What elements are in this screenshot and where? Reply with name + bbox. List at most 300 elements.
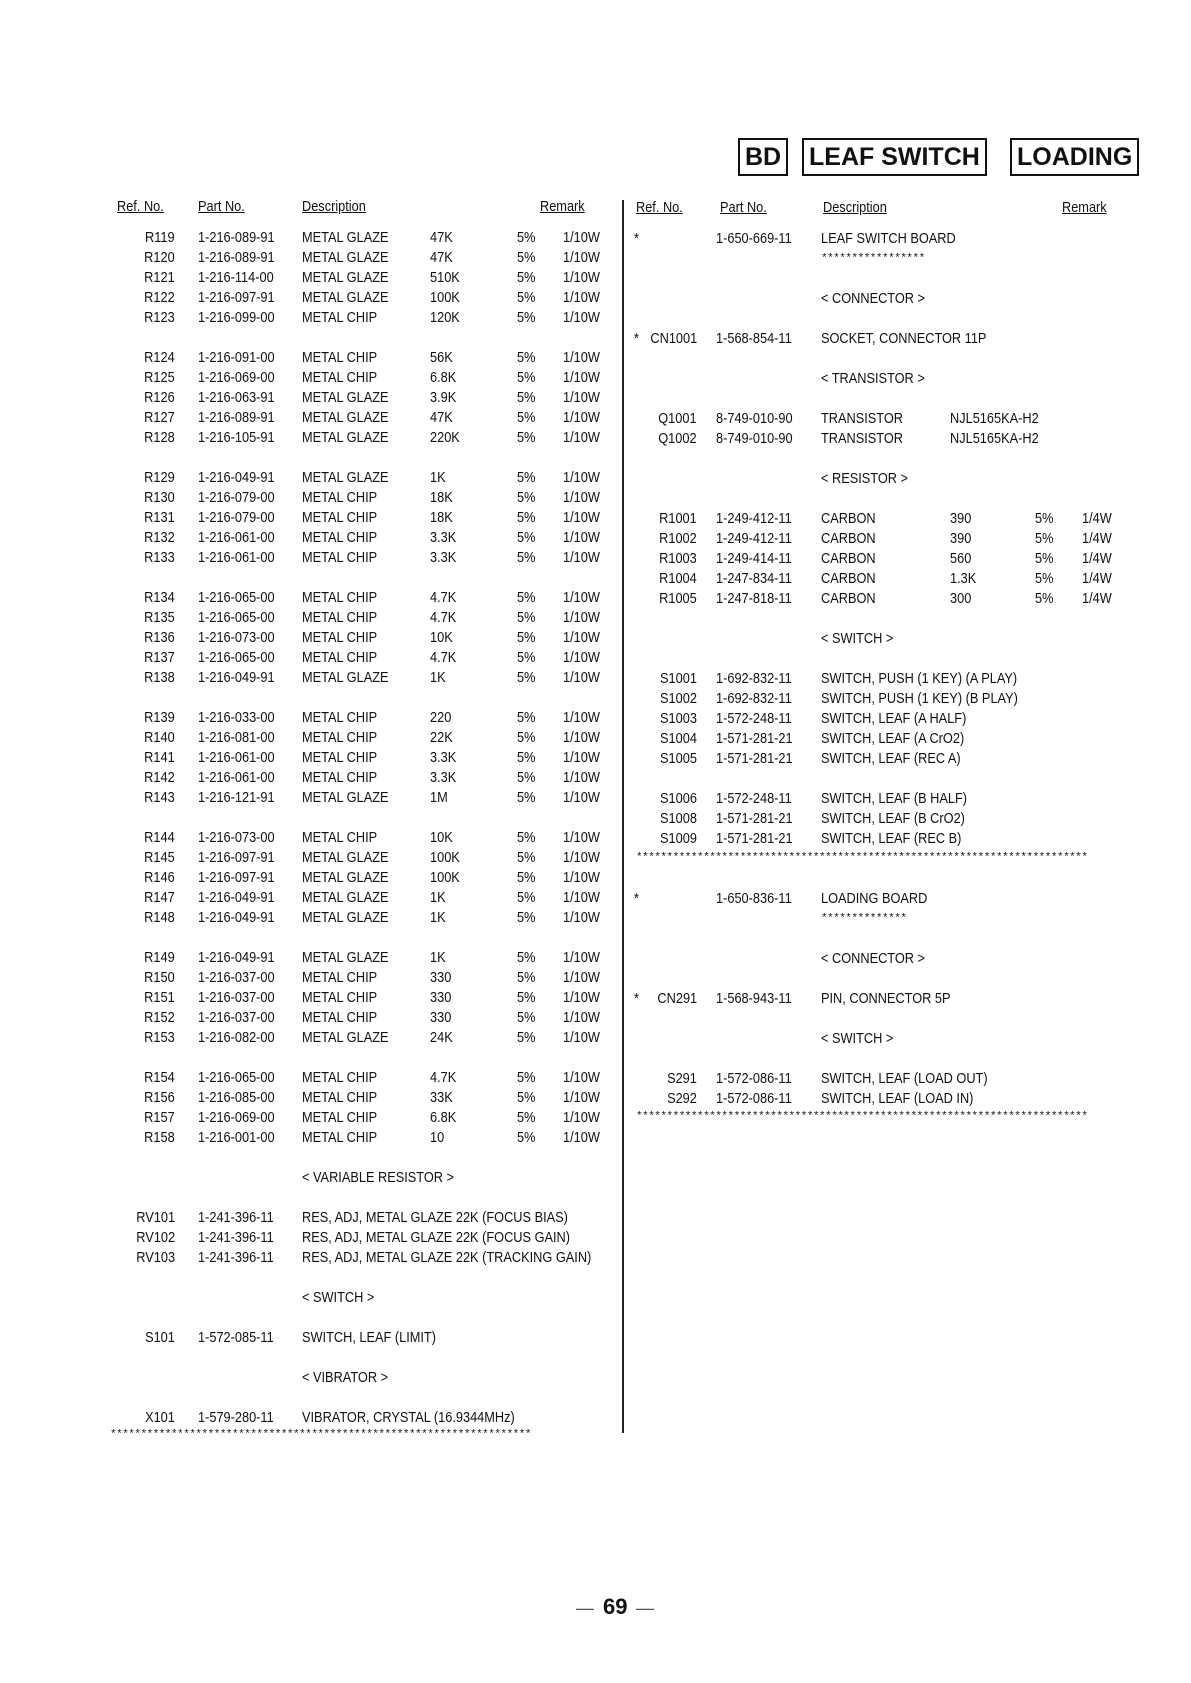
- right-cell-ref: R1004: [659, 571, 697, 587]
- left-cell-part: 1-216-033-00: [198, 710, 275, 726]
- left-cell-desc: METAL CHIP: [302, 490, 378, 506]
- left-cell-val: 100K: [430, 870, 460, 886]
- left-cell-desc: METAL CHIP: [302, 770, 378, 786]
- left-cell-desc: VIBRATOR, CRYSTAL (16.9344MHz): [302, 1410, 515, 1426]
- left-cell-desc: METAL CHIP: [302, 1070, 378, 1086]
- left-cell-watt: 1/10W: [563, 350, 600, 366]
- right-cell-desc: SWITCH, PUSH (1 KEY) (B PLAY): [821, 691, 1018, 707]
- right-cell-ref: CN291: [657, 991, 697, 1007]
- left-cell-watt: 1/10W: [563, 870, 600, 886]
- page-number-dash-left: —: [576, 1598, 594, 1618]
- left-cell-watt: 1/10W: [563, 1130, 600, 1146]
- right-cell-part: 1-692-832-11: [716, 691, 792, 707]
- right-cell-part: 1-247-818-11: [716, 591, 792, 607]
- right-cell-ref: S1001: [660, 671, 697, 687]
- col-header-description: Description: [302, 199, 366, 215]
- left-cell-watt: 1/10W: [563, 490, 600, 506]
- left-cell-part: 1-216-097-91: [198, 290, 275, 306]
- right-cell-ref: Q1001: [658, 411, 697, 427]
- left-cell-ref: R126: [144, 390, 175, 406]
- left-cell-val: 330: [430, 970, 452, 986]
- left-cell-desc: METAL CHIP: [302, 310, 378, 326]
- left-cell-val: 3.9K: [430, 390, 457, 406]
- right-cell-mark: *: [634, 891, 639, 907]
- left-cell-ref: S101: [145, 1330, 175, 1346]
- right-cell-part: 1-572-248-11: [716, 791, 792, 807]
- left-cell-tol: 5%: [517, 250, 536, 266]
- right-cell-part: 1-571-281-21: [716, 811, 793, 827]
- left-cell-tol: 5%: [517, 270, 536, 286]
- right-cell-ref: R1001: [659, 511, 697, 527]
- left-cell-val: 47K: [430, 250, 453, 266]
- left-cell-tol: 5%: [517, 1030, 536, 1046]
- right-cell-part: 8-749-010-90: [716, 411, 793, 427]
- left-cell-ref: R158: [144, 1130, 175, 1146]
- col-header-description-right: Description: [823, 200, 887, 216]
- left-cell-ref: R145: [144, 850, 175, 866]
- right-cell-part: 1-249-412-11: [716, 531, 792, 547]
- left-cell-part: 1-216-089-91: [198, 250, 275, 266]
- left-cell-ref: R142: [144, 770, 175, 786]
- left-cell-watt: 1/10W: [563, 410, 600, 426]
- left-cell-part: 1-216-089-91: [198, 230, 275, 246]
- right-cell-part: 1-650-836-11: [716, 891, 792, 907]
- left-cell-val: 1K: [430, 470, 446, 486]
- left-cell-watt: 1/10W: [563, 1030, 600, 1046]
- left-cell-part: 1-216-001-00: [198, 1130, 275, 1146]
- left-cell-desc: METAL CHIP: [302, 370, 378, 386]
- left-cell-ref: R151: [144, 990, 175, 1006]
- left-cell-desc: METAL GLAZE: [302, 390, 389, 406]
- right-cell-part: 1-572-248-11: [716, 711, 792, 727]
- right-cell-val: 560: [950, 551, 972, 567]
- separator-stars-left: *********************************************************************: [110, 1429, 531, 1441]
- right-cell-desc: CARBON: [821, 591, 876, 607]
- left-cell-desc: METAL CHIP: [302, 1010, 378, 1026]
- left-cell-desc: RES, ADJ, METAL GLAZE 22K (FOCUS GAIN): [302, 1230, 571, 1246]
- left-cell-desc: METAL GLAZE: [302, 230, 389, 246]
- left-cell-tol: 5%: [517, 510, 536, 526]
- header-box-bd: BD: [738, 138, 788, 176]
- left-cell-val: 24K: [430, 1030, 453, 1046]
- left-section-heading: < VIBRATOR >: [302, 1370, 389, 1386]
- left-cell-val: 220K: [430, 430, 460, 446]
- left-cell-tol: 5%: [517, 730, 536, 746]
- left-cell-val: 3.3K: [430, 550, 457, 566]
- right-cell-desc: TRANSISTOR: [821, 411, 904, 427]
- left-cell-desc: METAL GLAZE: [302, 410, 389, 426]
- left-cell-tol: 5%: [517, 1110, 536, 1126]
- left-cell-desc: METAL GLAZE: [302, 1030, 389, 1046]
- right-cell-part: 1-650-669-11: [716, 231, 792, 247]
- left-cell-tol: 5%: [517, 410, 536, 426]
- right-cell-part: 1-572-086-11: [716, 1091, 792, 1107]
- col-header-part-right: Part No.: [720, 200, 767, 216]
- left-cell-tol: 5%: [517, 650, 536, 666]
- left-cell-val: 47K: [430, 410, 453, 426]
- left-cell-val: 1M: [430, 790, 448, 806]
- left-cell-desc: METAL CHIP: [302, 610, 378, 626]
- right-cell-desc: CARBON: [821, 551, 876, 567]
- left-cell-tol: 5%: [517, 470, 536, 486]
- left-cell-desc: METAL CHIP: [302, 710, 378, 726]
- left-cell-desc: METAL CHIP: [302, 650, 378, 666]
- left-cell-part: 1-241-396-11: [198, 1230, 274, 1246]
- left-cell-watt: 1/10W: [563, 310, 600, 326]
- left-cell-val: 22K: [430, 730, 453, 746]
- left-cell-desc: METAL CHIP: [302, 630, 378, 646]
- right-section-heading: < RESISTOR >: [821, 471, 908, 487]
- left-cell-watt: 1/10W: [563, 1070, 600, 1086]
- left-cell-ref: R154: [144, 1070, 175, 1086]
- left-cell-tol: 5%: [517, 910, 536, 926]
- left-cell-val: 4.7K: [430, 650, 457, 666]
- left-cell-part: 1-216-061-00: [198, 750, 275, 766]
- left-cell-ref: RV101: [136, 1210, 175, 1226]
- right-section-heading: < SWITCH >: [821, 631, 894, 647]
- left-cell-val: 10K: [430, 630, 453, 646]
- left-cell-watt: 1/10W: [563, 510, 600, 526]
- left-cell-part: 1-216-037-00: [198, 970, 275, 986]
- right-cell-desc: SWITCH, LEAF (B CrO2): [821, 811, 965, 827]
- right-cell-watt: 1/4W: [1082, 591, 1112, 607]
- left-cell-watt: 1/10W: [563, 230, 600, 246]
- right-cell-ref: S1008: [660, 811, 697, 827]
- left-cell-watt: 1/10W: [563, 530, 600, 546]
- left-cell-ref: R120: [144, 250, 175, 266]
- right-cell-desc: CARBON: [821, 531, 876, 547]
- right-cell-desc: SWITCH, PUSH (1 KEY) (A PLAY): [821, 671, 1018, 687]
- right-cell-desc: LEAF SWITCH BOARD: [821, 231, 956, 247]
- right-cell-desc: SWITCH, LEAF (A CrO2): [821, 731, 965, 747]
- left-cell-watt: 1/10W: [563, 1110, 600, 1126]
- right-cell-mark: *: [634, 991, 639, 1007]
- left-cell-ref: R156: [144, 1090, 175, 1106]
- left-cell-desc: METAL CHIP: [302, 590, 378, 606]
- left-cell-watt: 1/10W: [563, 710, 600, 726]
- left-cell-ref: R153: [144, 1030, 175, 1046]
- left-cell-part: 1-216-069-00: [198, 370, 275, 386]
- left-cell-part: 1-216-065-00: [198, 1070, 275, 1086]
- left-cell-part: 1-216-061-00: [198, 530, 275, 546]
- left-cell-tol: 5%: [517, 430, 536, 446]
- left-cell-ref: R143: [144, 790, 175, 806]
- left-cell-watt: 1/10W: [563, 670, 600, 686]
- left-cell-watt: 1/10W: [563, 790, 600, 806]
- right-cell-tol: 5%: [1035, 511, 1054, 527]
- left-cell-watt: 1/10W: [563, 610, 600, 626]
- right-section-heading: **************: [821, 913, 907, 925]
- left-cell-tol: 5%: [517, 530, 536, 546]
- left-cell-watt: 1/10W: [563, 270, 600, 286]
- left-cell-watt: 1/10W: [563, 990, 600, 1006]
- left-cell-part: 1-216-097-91: [198, 870, 275, 886]
- left-cell-val: 10: [430, 1130, 445, 1146]
- left-cell-watt: 1/10W: [563, 1010, 600, 1026]
- left-cell-ref: R149: [144, 950, 175, 966]
- col-header-remark-right: Remark: [1062, 200, 1107, 216]
- right-cell-desc: SWITCH, LEAF (B HALF): [821, 791, 968, 807]
- right-cell-desc: SWITCH, LEAF (REC A): [821, 751, 961, 767]
- left-cell-watt: 1/10W: [563, 550, 600, 566]
- left-cell-part: 1-216-065-00: [198, 610, 275, 626]
- left-cell-ref: R119: [145, 230, 175, 246]
- left-cell-val: 6.8K: [430, 1110, 457, 1126]
- left-cell-val: 3.3K: [430, 770, 457, 786]
- left-cell-val: 3.3K: [430, 530, 457, 546]
- left-cell-ref: R157: [144, 1110, 175, 1126]
- left-cell-desc: METAL GLAZE: [302, 670, 389, 686]
- right-cell-part: 1-571-281-21: [716, 751, 793, 767]
- right-cell-part: 1-572-086-11: [716, 1071, 792, 1087]
- left-cell-val: 1K: [430, 670, 446, 686]
- right-section-heading: < TRANSISTOR >: [821, 371, 925, 387]
- right-cell-desc: SWITCH, LEAF (REC B): [821, 831, 962, 847]
- left-cell-watt: 1/10W: [563, 370, 600, 386]
- left-cell-watt: 1/10W: [563, 830, 600, 846]
- right-cell-tol: 5%: [1035, 551, 1054, 567]
- left-cell-part: 1-216-089-91: [198, 410, 275, 426]
- right-cell-ref: R1002: [659, 531, 697, 547]
- left-cell-val: 47K: [430, 230, 453, 246]
- left-cell-part: 1-216-073-00: [198, 630, 275, 646]
- right-cell-desc: TRANSISTOR: [821, 431, 904, 447]
- left-cell-ref: R128: [144, 430, 175, 446]
- left-cell-part: 1-241-396-11: [198, 1250, 274, 1266]
- right-section-heading: < CONNECTOR >: [821, 291, 926, 307]
- left-cell-part: 1-572-085-11: [198, 1330, 274, 1346]
- col-header-ref-right: Ref. No.: [636, 200, 683, 216]
- left-cell-tol: 5%: [517, 1090, 536, 1106]
- page-number-dash-right: —: [636, 1598, 654, 1618]
- right-cell-desc: SWITCH, LEAF (LOAD IN): [821, 1091, 974, 1107]
- right-cell-watt: 1/4W: [1082, 531, 1112, 547]
- left-cell-watt: 1/10W: [563, 730, 600, 746]
- header-box-loading: LOADING: [1010, 138, 1139, 176]
- left-cell-tol: 5%: [517, 630, 536, 646]
- left-cell-desc: METAL GLAZE: [302, 890, 389, 906]
- right-cell-val: 1.3K: [950, 571, 977, 587]
- left-cell-part: 1-216-082-00: [198, 1030, 275, 1046]
- right-cell-tol: 5%: [1035, 591, 1054, 607]
- left-cell-watt: 1/10W: [563, 470, 600, 486]
- left-cell-watt: 1/10W: [563, 750, 600, 766]
- left-cell-watt: 1/10W: [563, 770, 600, 786]
- right-cell-val: NJL5165KA-H2: [950, 431, 1039, 447]
- right-cell-ref: S1003: [660, 711, 697, 727]
- left-cell-watt: 1/10W: [563, 910, 600, 926]
- left-cell-part: 1-216-049-91: [198, 950, 275, 966]
- left-cell-part: 1-216-069-00: [198, 1110, 275, 1126]
- left-cell-desc: RES, ADJ, METAL GLAZE 22K (TRACKING GAIN): [302, 1250, 592, 1266]
- left-cell-part: 1-216-085-00: [198, 1090, 275, 1106]
- right-cell-desc: PIN, CONNECTOR 5P: [821, 991, 951, 1007]
- left-cell-part: 1-216-114-00: [198, 270, 274, 286]
- left-cell-tol: 5%: [517, 990, 536, 1006]
- left-cell-val: 1K: [430, 950, 446, 966]
- header-box-leaf-switch: LEAF SWITCH: [802, 138, 987, 176]
- left-cell-part: 1-241-396-11: [198, 1210, 274, 1226]
- left-cell-val: 6.8K: [430, 370, 457, 386]
- left-cell-tol: 5%: [517, 790, 536, 806]
- left-cell-watt: 1/10W: [563, 630, 600, 646]
- left-cell-ref: R141: [144, 750, 175, 766]
- right-cell-watt: 1/4W: [1082, 511, 1112, 527]
- left-cell-ref: R146: [144, 870, 175, 886]
- left-cell-desc: METAL GLAZE: [302, 430, 389, 446]
- left-cell-val: 18K: [430, 490, 453, 506]
- right-cell-desc: SWITCH, LEAF (A HALF): [821, 711, 967, 727]
- left-cell-desc: METAL CHIP: [302, 530, 378, 546]
- left-cell-part: 1-216-097-91: [198, 850, 275, 866]
- left-cell-watt: 1/10W: [563, 1090, 600, 1106]
- left-cell-ref: R132: [144, 530, 175, 546]
- left-cell-ref: R124: [144, 350, 175, 366]
- left-cell-ref: X101: [145, 1410, 175, 1426]
- left-cell-ref: R131: [144, 510, 175, 526]
- left-cell-watt: 1/10W: [563, 250, 600, 266]
- right-cell-part: 1-247-834-11: [716, 571, 792, 587]
- right-cell-val: 390: [950, 531, 972, 547]
- right-cell-part: 8-749-010-90: [716, 431, 793, 447]
- left-cell-part: 1-216-049-91: [198, 470, 275, 486]
- left-cell-tol: 5%: [517, 1130, 536, 1146]
- left-cell-tol: 5%: [517, 1070, 536, 1086]
- left-cell-desc: SWITCH, LEAF (LIMIT): [302, 1330, 436, 1346]
- left-cell-desc: METAL CHIP: [302, 350, 378, 366]
- left-cell-ref: R140: [144, 730, 175, 746]
- right-cell-watt: 1/4W: [1082, 551, 1112, 567]
- right-cell-ref: S1004: [660, 731, 697, 747]
- left-cell-desc: METAL GLAZE: [302, 470, 389, 486]
- left-cell-ref: R148: [144, 910, 175, 926]
- left-cell-ref: RV102: [136, 1230, 175, 1246]
- left-cell-part: 1-216-079-00: [198, 510, 275, 526]
- left-cell-tol: 5%: [517, 750, 536, 766]
- right-cell-ref: S1005: [660, 751, 697, 767]
- right-cell-val: 390: [950, 511, 972, 527]
- left-cell-part: 1-216-073-00: [198, 830, 275, 846]
- left-cell-desc: METAL GLAZE: [302, 870, 389, 886]
- left-cell-part: 1-216-121-91: [198, 790, 275, 806]
- right-cell-desc: LOADING BOARD: [821, 891, 928, 907]
- left-cell-ref: R150: [144, 970, 175, 986]
- right-cell-ref: S1002: [660, 691, 697, 707]
- left-cell-tol: 5%: [517, 490, 536, 506]
- right-cell-part: 1-571-281-21: [716, 731, 793, 747]
- right-cell-val: NJL5165KA-H2: [950, 411, 1039, 427]
- col-header-remark: Remark: [540, 199, 585, 215]
- left-cell-val: 510K: [430, 270, 460, 286]
- left-cell-val: 1K: [430, 890, 446, 906]
- right-cell-desc: CARBON: [821, 511, 876, 527]
- left-cell-tol: 5%: [517, 310, 536, 326]
- left-cell-part: 1-216-065-00: [198, 650, 275, 666]
- right-cell-ref: Q1002: [658, 431, 697, 447]
- left-cell-tol: 5%: [517, 670, 536, 686]
- left-cell-tol: 5%: [517, 1010, 536, 1026]
- left-cell-tol: 5%: [517, 870, 536, 886]
- left-cell-part: 1-216-065-00: [198, 590, 275, 606]
- left-cell-val: 4.7K: [430, 610, 457, 626]
- column-divider: [622, 200, 624, 1433]
- left-cell-tol: 5%: [517, 770, 536, 786]
- left-cell-part: 1-216-081-00: [198, 730, 275, 746]
- left-cell-val: 100K: [430, 850, 460, 866]
- left-cell-val: 18K: [430, 510, 453, 526]
- left-cell-ref: R135: [144, 610, 175, 626]
- left-cell-val: 33K: [430, 1090, 453, 1106]
- right-cell-desc: SWITCH, LEAF (LOAD OUT): [821, 1071, 988, 1087]
- left-cell-desc: METAL CHIP: [302, 730, 378, 746]
- left-cell-tol: 5%: [517, 610, 536, 626]
- left-cell-watt: 1/10W: [563, 850, 600, 866]
- right-section-heading: < CONNECTOR >: [821, 951, 926, 967]
- left-cell-ref: R122: [144, 290, 175, 306]
- left-cell-desc: METAL CHIP: [302, 750, 378, 766]
- left-cell-desc: METAL CHIP: [302, 510, 378, 526]
- right-cell-part: 1-568-854-11: [716, 331, 792, 347]
- left-cell-val: 1K: [430, 910, 446, 926]
- left-section-heading: < VARIABLE RESISTOR >: [302, 1170, 455, 1186]
- right-cell-part: 1-692-832-11: [716, 671, 792, 687]
- right-cell-watt: 1/4W: [1082, 571, 1112, 587]
- left-cell-desc: METAL GLAZE: [302, 950, 389, 966]
- left-cell-ref: R127: [144, 410, 175, 426]
- left-cell-val: 220: [430, 710, 452, 726]
- left-cell-tol: 5%: [517, 970, 536, 986]
- left-cell-ref: R121: [144, 270, 175, 286]
- right-section-heading: < SWITCH >: [821, 1031, 894, 1047]
- left-cell-desc: METAL CHIP: [302, 550, 378, 566]
- left-cell-val: 10K: [430, 830, 453, 846]
- left-cell-desc: METAL GLAZE: [302, 270, 389, 286]
- left-cell-part: 1-216-049-91: [198, 910, 275, 926]
- left-cell-tol: 5%: [517, 350, 536, 366]
- left-cell-watt: 1/10W: [563, 590, 600, 606]
- right-cell-ref: S1006: [660, 791, 697, 807]
- right-cell-tol: 5%: [1035, 531, 1054, 547]
- left-cell-part: 1-216-063-91: [198, 390, 275, 406]
- left-cell-part: 1-216-049-91: [198, 670, 275, 686]
- right-cell-ref: R1003: [659, 551, 697, 567]
- right-cell-part: 1-568-943-11: [716, 991, 792, 1007]
- left-cell-tol: 5%: [517, 890, 536, 906]
- left-cell-ref: R133: [144, 550, 175, 566]
- right-cell-part: 1-571-281-21: [716, 831, 793, 847]
- left-cell-desc: METAL GLAZE: [302, 790, 389, 806]
- right-cell-mark: *: [634, 231, 639, 247]
- right-cell-val: 300: [950, 591, 972, 607]
- left-cell-tol: 5%: [517, 550, 536, 566]
- separator-stars-right-end: **************************************************************************: [636, 1111, 1088, 1123]
- left-cell-val: 4.7K: [430, 1070, 457, 1086]
- left-cell-desc: METAL CHIP: [302, 1110, 378, 1126]
- left-cell-tol: 5%: [517, 390, 536, 406]
- left-cell-tol: 5%: [517, 370, 536, 386]
- left-cell-watt: 1/10W: [563, 290, 600, 306]
- left-cell-val: 120K: [430, 310, 460, 326]
- left-cell-tol: 5%: [517, 850, 536, 866]
- left-cell-watt: 1/10W: [563, 650, 600, 666]
- right-cell-ref: S291: [667, 1071, 697, 1087]
- right-cell-ref: CN1001: [650, 331, 697, 347]
- left-cell-tol: 5%: [517, 710, 536, 726]
- right-cell-ref: S292: [667, 1091, 697, 1107]
- left-cell-ref: R136: [144, 630, 175, 646]
- left-cell-val: 4.7K: [430, 590, 457, 606]
- left-cell-ref: R125: [144, 370, 175, 386]
